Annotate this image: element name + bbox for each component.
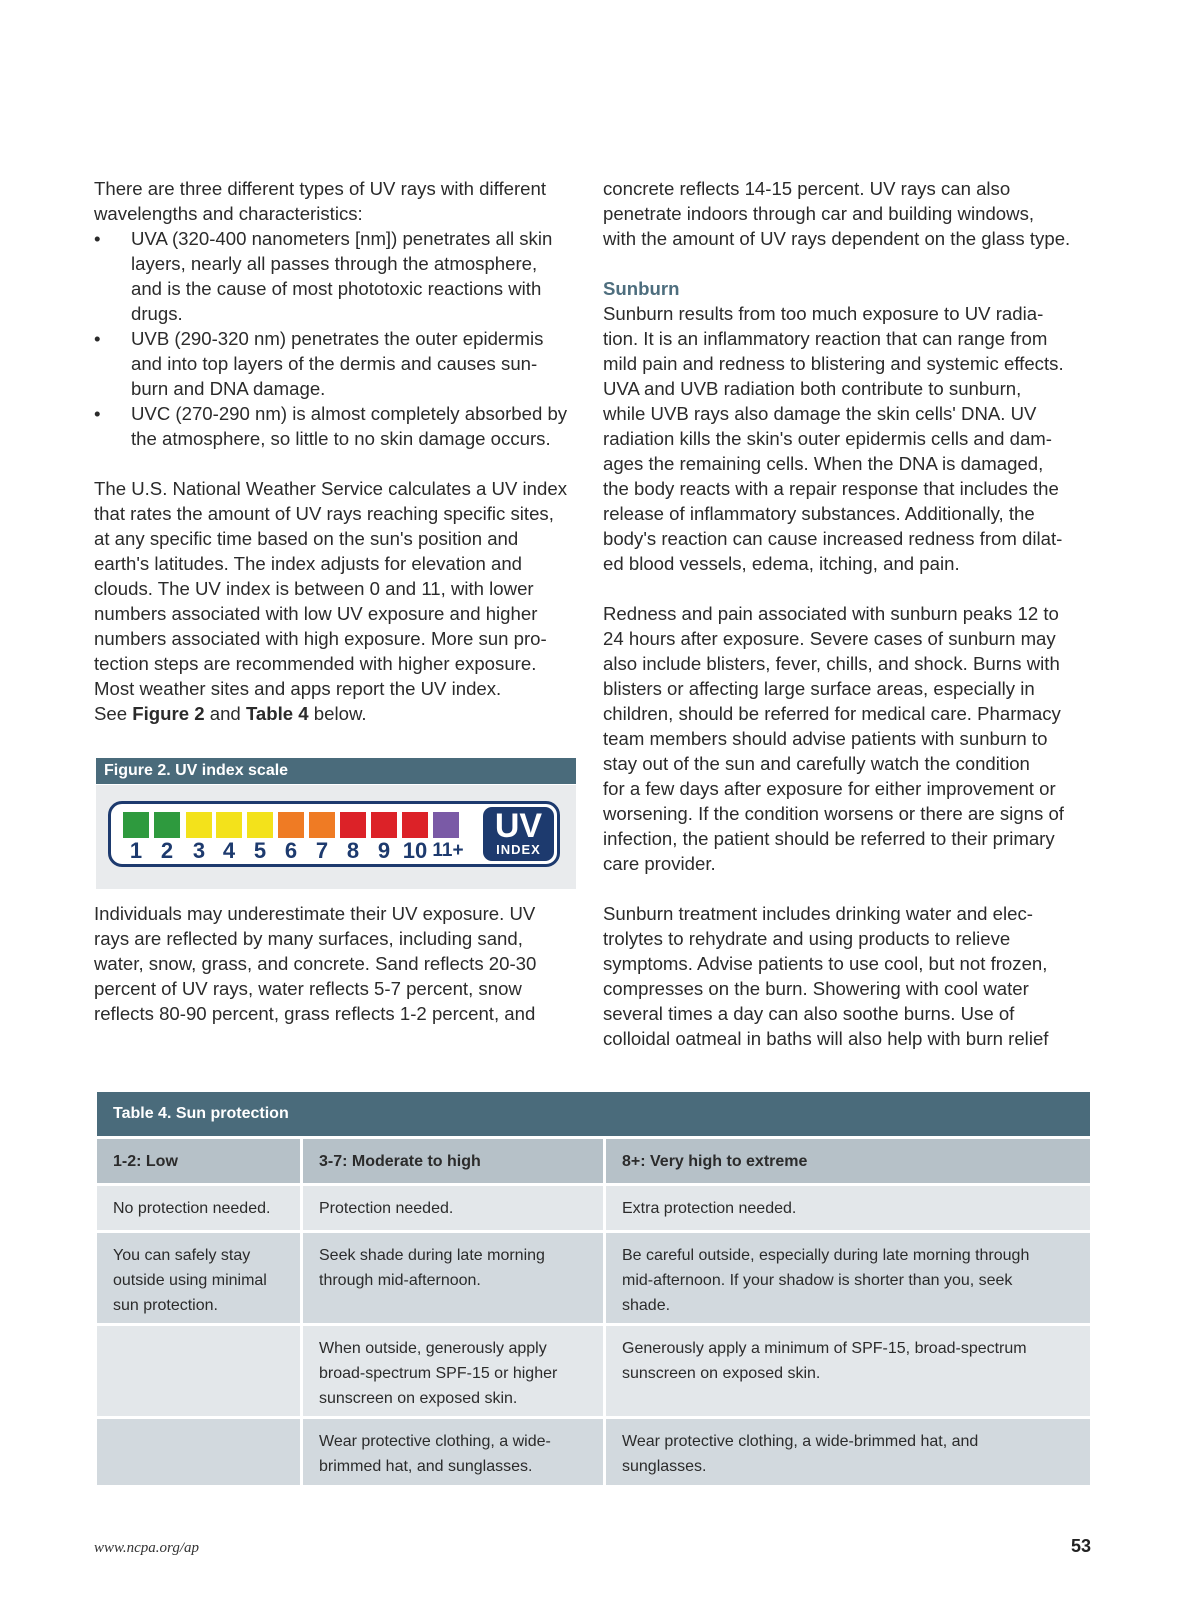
- cell-line: Extra protection needed.: [622, 1200, 797, 1217]
- text-line: Sunburn treatment includes drinking water and elec-: [603, 903, 1033, 924]
- text-line: colloidal oatmeal in baths will also help with burn relief: [603, 1028, 1049, 1049]
- text-line: penetrate indoors through car and building windows,: [603, 203, 1035, 224]
- uv-index-paragraph: [94, 476, 580, 726]
- text-line: care provider.: [603, 853, 716, 874]
- footer-url: www.ncpa.org/ap: [94, 1540, 200, 1556]
- table-row: [97, 1419, 1090, 1485]
- uv-level-swatch: [402, 812, 428, 838]
- cell-line: Wear protective clothing, a wide-brimmed hat, and: [622, 1433, 979, 1450]
- text-line: trolytes to rehydrate and using products to relieve: [603, 928, 1011, 949]
- table-cell: [97, 1186, 300, 1230]
- text-line: water, snow, grass, and concrete. Sand reflects 20-30: [94, 953, 537, 974]
- table-body: [97, 1186, 1090, 1485]
- text-line: concrete reflects 14-15 percent. UV rays can also: [603, 178, 1011, 199]
- table-cell: [303, 1186, 603, 1230]
- table-cell: [303, 1419, 603, 1485]
- cell-line: through mid-afternoon.: [319, 1272, 481, 1289]
- text-line: several times a day can also soothe burns. Use of: [603, 1003, 1015, 1024]
- table-cell: [97, 1326, 300, 1416]
- text-fragment: and: [204, 703, 246, 724]
- table-row: [97, 1186, 1090, 1230]
- text-line: body's reaction can cause increased redness from dilat-: [603, 528, 1063, 549]
- intro-line: wavelengths and characteristics:: [94, 203, 363, 224]
- table-reference: Table 4: [245, 703, 309, 724]
- page-number: 53: [1071, 1536, 1092, 1556]
- uv-level-swatch: [154, 812, 180, 838]
- text-line: Most weather sites and apps report the UV index.: [94, 678, 502, 699]
- table-title: Table 4. Sun protection: [97, 1092, 1090, 1136]
- bullet-line: UVA (320-400 nanometers [nm]) penetrates all skin: [131, 228, 553, 249]
- uv-level-label: 8: [346, 838, 360, 863]
- uv-level-label: 3: [192, 838, 206, 863]
- text-line: symptoms. Advise patients to use cool, but not frozen,: [603, 953, 1048, 974]
- cell-line: No protection needed.: [113, 1200, 271, 1217]
- text-line: mild pain and redness to blistering and systemic effects.: [603, 353, 1064, 374]
- text-line: clouds. The UV index is between 0 and 11, with lower: [94, 578, 534, 599]
- text-line: worsening. If the condition worsens or there are signs of: [603, 803, 1064, 824]
- cell-line: Wear protective clothing, a wide-: [319, 1433, 551, 1450]
- bullet-item: [94, 401, 580, 451]
- figure-body: [96, 785, 576, 889]
- bullet-line: and into top layers of the dermis and causes sun-: [131, 353, 538, 374]
- text-line: blisters or affecting large surface areas, especially in: [603, 678, 1035, 699]
- uv-level-swatch: [433, 812, 459, 838]
- table-cell: [303, 1233, 603, 1323]
- bullet-line: UVB (290-320 nm) penetrates the outer epidermis: [131, 328, 544, 349]
- text-line: radiation kills the skin's outer epidermis cells and dam-: [603, 428, 1052, 449]
- cell-line: When outside, generously apply: [319, 1340, 547, 1357]
- cell-line: shade.: [622, 1297, 671, 1314]
- uv-level-label: 2: [160, 838, 174, 863]
- cell-line: You can safely stay: [113, 1247, 251, 1264]
- text-fragment: below.: [308, 703, 367, 724]
- text-line: at any specific time based on the sun's position and: [94, 528, 519, 549]
- uv-level-label: 10: [402, 838, 428, 863]
- cell-line: sun protection.: [113, 1297, 218, 1314]
- text-line: UVA and UVB radiation both contribute to sunburn,: [603, 378, 1022, 399]
- table-cell: [606, 1419, 1090, 1485]
- table-cell: [606, 1326, 1090, 1416]
- cell-line: brimmed hat, and sunglasses.: [319, 1458, 533, 1475]
- uv-level-swatch: [309, 812, 335, 838]
- text-line: reflects 80-90 percent, grass reflects 1-2 percent, and: [94, 1003, 536, 1024]
- text-line: tion. It is an inflammatory reaction that can range from: [603, 328, 1048, 349]
- text-line: earth's latitudes. The index adjusts for elevation and: [94, 553, 523, 574]
- uv-level-label: 6: [284, 838, 298, 863]
- bullet-marker: •: [94, 228, 101, 249]
- table-cell: [303, 1326, 603, 1416]
- text-line: for a few days after exposure for either improvement or: [603, 778, 1056, 799]
- cell-line: Be careful outside, especially during late morning through: [622, 1247, 1030, 1264]
- cell-line: broad-spectrum SPF-15 or higher: [319, 1365, 558, 1382]
- uv-level-label: 11+: [432, 840, 464, 861]
- uv-level-label: 1: [129, 838, 143, 863]
- text-line: tection steps are recommended with higher exposure.: [94, 653, 537, 674]
- uv-level-label: 9: [377, 838, 391, 863]
- table-cell: [606, 1186, 1090, 1230]
- cell-line: sunscreen on exposed skin.: [319, 1390, 518, 1407]
- bullet-item: [94, 326, 580, 401]
- uv-index-badge: [483, 807, 554, 861]
- text-line: team members should advise patients with sunburn to: [603, 728, 1048, 749]
- uv-level-swatch: [123, 812, 149, 838]
- bullet-line: UVC (270-290 nm) is almost completely absorbed by: [131, 403, 568, 424]
- column-header: 3-7: Moderate to high: [303, 1139, 603, 1183]
- uv-index-figure: [96, 758, 576, 889]
- uv-level-label: 5: [253, 838, 267, 863]
- text-line: compresses on the burn. Showering with cool water: [603, 978, 1029, 999]
- uv-level-swatch: [186, 812, 212, 838]
- text-line: Sunburn results from too much exposure to UV radia-: [603, 303, 1044, 324]
- bullet-marker: •: [94, 403, 101, 424]
- table-row: [97, 1233, 1090, 1323]
- text-line: Redness and pain associated with sunburn peaks 12 to: [603, 603, 1059, 624]
- column-header: 1-2: Low: [97, 1139, 300, 1183]
- uv-level-swatch: [340, 812, 366, 838]
- section-heading: Sunburn: [603, 278, 680, 299]
- cell-line: outside using minimal: [113, 1272, 267, 1289]
- left-column: [94, 176, 580, 726]
- column-header: 8+: Very high to extreme: [606, 1139, 1090, 1183]
- bullet-item: [94, 226, 580, 326]
- text-line: The U.S. National Weather Service calculates a UV index: [94, 478, 567, 499]
- reflection-paragraph: [94, 901, 580, 1026]
- text-line: that rates the amount of UV rays reaching specific sites,: [94, 503, 554, 524]
- uv-level-label: 4: [222, 838, 236, 863]
- uv-level-swatch: [278, 812, 304, 838]
- text-line: ages the remaining cells. When the DNA is damaged,: [603, 453, 1044, 474]
- text-line: 24 hours after exposure. Severe cases of sunburn may: [603, 628, 1056, 649]
- cell-line: Generously apply a minimum of SPF-15, broad-spectrum: [622, 1340, 1027, 1357]
- bullet-line: layers, nearly all passes through the atmosphere,: [131, 253, 538, 274]
- cell-line: sunglasses.: [622, 1458, 707, 1475]
- text-line: release of inflammatory substances. Additionally, the: [603, 503, 1035, 524]
- uv-level-swatch: [247, 812, 273, 838]
- text-line: stay out of the sun and carefully watch the condition: [603, 753, 1030, 774]
- cell-line: mid-afternoon. If your shadow is shorter than you, seek: [622, 1272, 1013, 1289]
- bullet-line: the atmosphere, so little to no skin damage occurs.: [131, 428, 551, 449]
- table-header-row: [97, 1139, 1090, 1183]
- cell-line: Seek shade during late morning: [319, 1247, 545, 1264]
- sun-protection-table: [97, 1092, 1090, 1485]
- uv-level-swatch: [371, 812, 397, 838]
- bullet-line: drugs.: [131, 303, 183, 324]
- badge-uv-text: UV: [494, 807, 543, 845]
- table-row: [97, 1326, 1090, 1416]
- badge-index-text: INDEX: [496, 842, 541, 857]
- text-line: infection, the patient should be referred to their primary: [603, 828, 1055, 849]
- see-references-line: [94, 701, 580, 726]
- text-line: also include blisters, fever, chills, and shock. Burns with: [603, 653, 1060, 674]
- bullet-line: and is the cause of most phototoxic reactions with: [131, 278, 542, 299]
- text-line: while UVB rays also damage the skin cells' DNA. UV: [603, 403, 1037, 424]
- cell-line: Protection needed.: [319, 1200, 454, 1217]
- text-line: Individuals may underestimate their UV exposure. UV: [94, 903, 536, 924]
- right-column: [603, 176, 1098, 1051]
- text-line: with the amount of UV rays dependent on the glass type.: [603, 228, 1071, 249]
- intro-line: There are three different types of UV rays with different: [94, 178, 546, 199]
- table-cell: [97, 1419, 300, 1485]
- text-line: ed blood vessels, edema, itching, and pain.: [603, 553, 960, 574]
- uv-level-label: 7: [315, 838, 329, 863]
- bullet-marker: •: [94, 328, 101, 349]
- uv-index-scale: [108, 801, 560, 867]
- table-cell: [606, 1233, 1090, 1323]
- bullet-line: burn and DNA damage.: [131, 378, 326, 399]
- text-line: children, should be referred for medical care. Pharmacy: [603, 703, 1061, 724]
- figure-caption: Figure 2. UV index scale: [96, 758, 576, 784]
- text-line: the body reacts with a repair response that includes the: [603, 478, 1059, 499]
- table-cell: [97, 1233, 300, 1323]
- cell-line: sunscreen on exposed skin.: [622, 1365, 821, 1382]
- text-line: numbers associated with high exposure. More sun pro-: [94, 628, 547, 649]
- text-line: percent of UV rays, water reflects 5-7 percent, snow: [94, 978, 522, 999]
- uv-level-swatch: [216, 812, 242, 838]
- text-line: numbers associated with low UV exposure and higher: [94, 603, 538, 624]
- text-fragment: See: [94, 703, 133, 724]
- figure-reference: Figure 2: [132, 703, 205, 724]
- text-line: rays are reflected by many surfaces, including sand,: [94, 928, 523, 949]
